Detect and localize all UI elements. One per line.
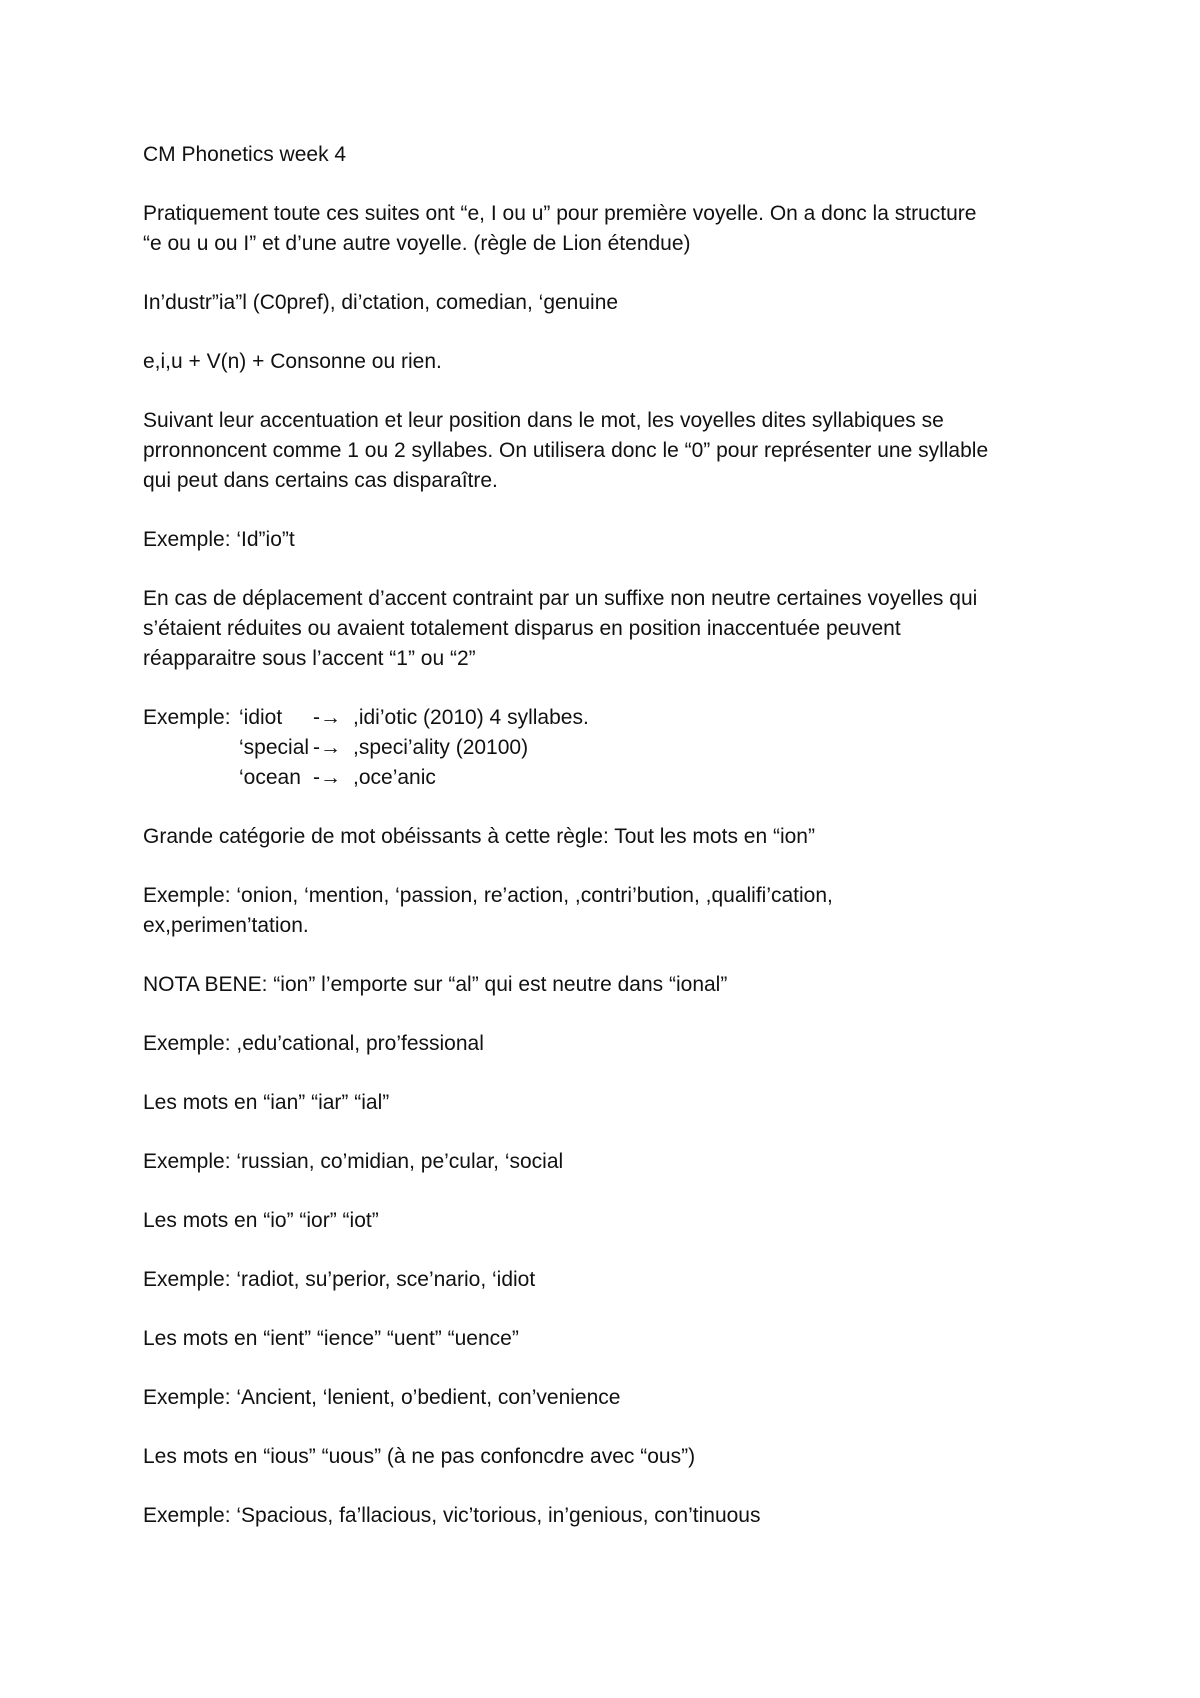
paragraph-line: “e ou u ou I” et d’une autre voyelle. (règle de Lion étendue) (143, 232, 691, 255)
document-page (143, 140, 1083, 1531)
example-row (143, 763, 1083, 793)
paragraph-line: Exemple: ‘onion, ‘mention, ‘passion, re’action, ,contri’bution, ,qualifi’cation, (143, 884, 833, 907)
paragraph: Exemple: ,edu’cational, pro’fessional (143, 1032, 484, 1055)
example-row (143, 733, 1083, 763)
example-word: ‘ocean (239, 766, 301, 789)
paragraph: Exemple: ‘radiot, su’perior, sce’nario, ‘idiot (143, 1268, 536, 1291)
paragraph-line: Suivant leur accentuation et leur position dans le mot, les voyelles dites syllabiques se (143, 409, 944, 432)
paragraph: Exemple: ‘Id”io”t (143, 528, 295, 551)
paragraph-line: Pratiquement toute ces suites ont “e, I ou u” pour première voyelle. On a donc la structure (143, 202, 977, 225)
paragraph-line: ex,perimen’tation. (143, 914, 309, 937)
arrow-icon: -→ (313, 706, 341, 729)
paragraph-line: prronnoncent comme 1 ou 2 syllabes. On utilisera donc le “0” pour représenter une syllable (143, 439, 989, 462)
paragraph: Les mots en “ious” “uous” (à ne pas confoncdre avec “ous”) (143, 1445, 696, 1468)
paragraph: Les mots en “ient” “ience” “uent” “uence” (143, 1327, 519, 1350)
example-label: Exemple: (143, 706, 231, 729)
example-word: ‘special (239, 736, 310, 759)
paragraph-line: réapparaitre sous l’accent “1” ou “2” (143, 647, 476, 670)
paragraph: NOTA BENE: “ion” l’emporte sur “al” qui est neutre dans “ional” (143, 973, 728, 996)
paragraph: In’dustr”ia”l (C0pref), di’ctation, comedian, ‘genuine (143, 291, 619, 314)
paragraph-line: En cas de déplacement d’accent contraint par un suffixe non neutre certaines voyelles qui (143, 587, 978, 610)
paragraph: Exemple: ‘russian, co’midian, pe’cular, ‘social (143, 1150, 564, 1173)
arrow-icon: -→ (313, 766, 341, 789)
paragraph: Exemple: ‘Spacious, fa’llacious, vic’torious, in’genious, con’tinuous (143, 1504, 761, 1527)
paragraph: Exemple: ‘Ancient, ‘lenient, o’bedient, con’venience (143, 1386, 621, 1409)
page-title: CM Phonetics week 4 (143, 143, 347, 166)
example-row (143, 703, 1083, 733)
example-result: ,idi’otic (2010) 4 syllabes. (353, 706, 589, 729)
paragraph-line: qui peut dans certains cas disparaître. (143, 469, 498, 492)
example-result: ,oce’anic (353, 766, 436, 789)
paragraph: e,i,u + V(n) + Consonne ou rien. (143, 350, 442, 373)
example-result: ,speci’ality (20100) (353, 736, 529, 759)
paragraph: Les mots en “io” “ior” “iot” (143, 1209, 379, 1232)
paragraph-line: s’étaient réduites ou avaient totalement disparus en position inaccentuée peuvent (143, 617, 901, 640)
paragraph: Grande catégorie de mot obéissants à cette règle: Tout les mots en “ion” (143, 825, 815, 848)
arrow-icon: -→ (313, 736, 341, 759)
paragraph: Les mots en “ian” “iar” “ial” (143, 1091, 390, 1114)
example-word: ‘idiot (239, 706, 283, 729)
